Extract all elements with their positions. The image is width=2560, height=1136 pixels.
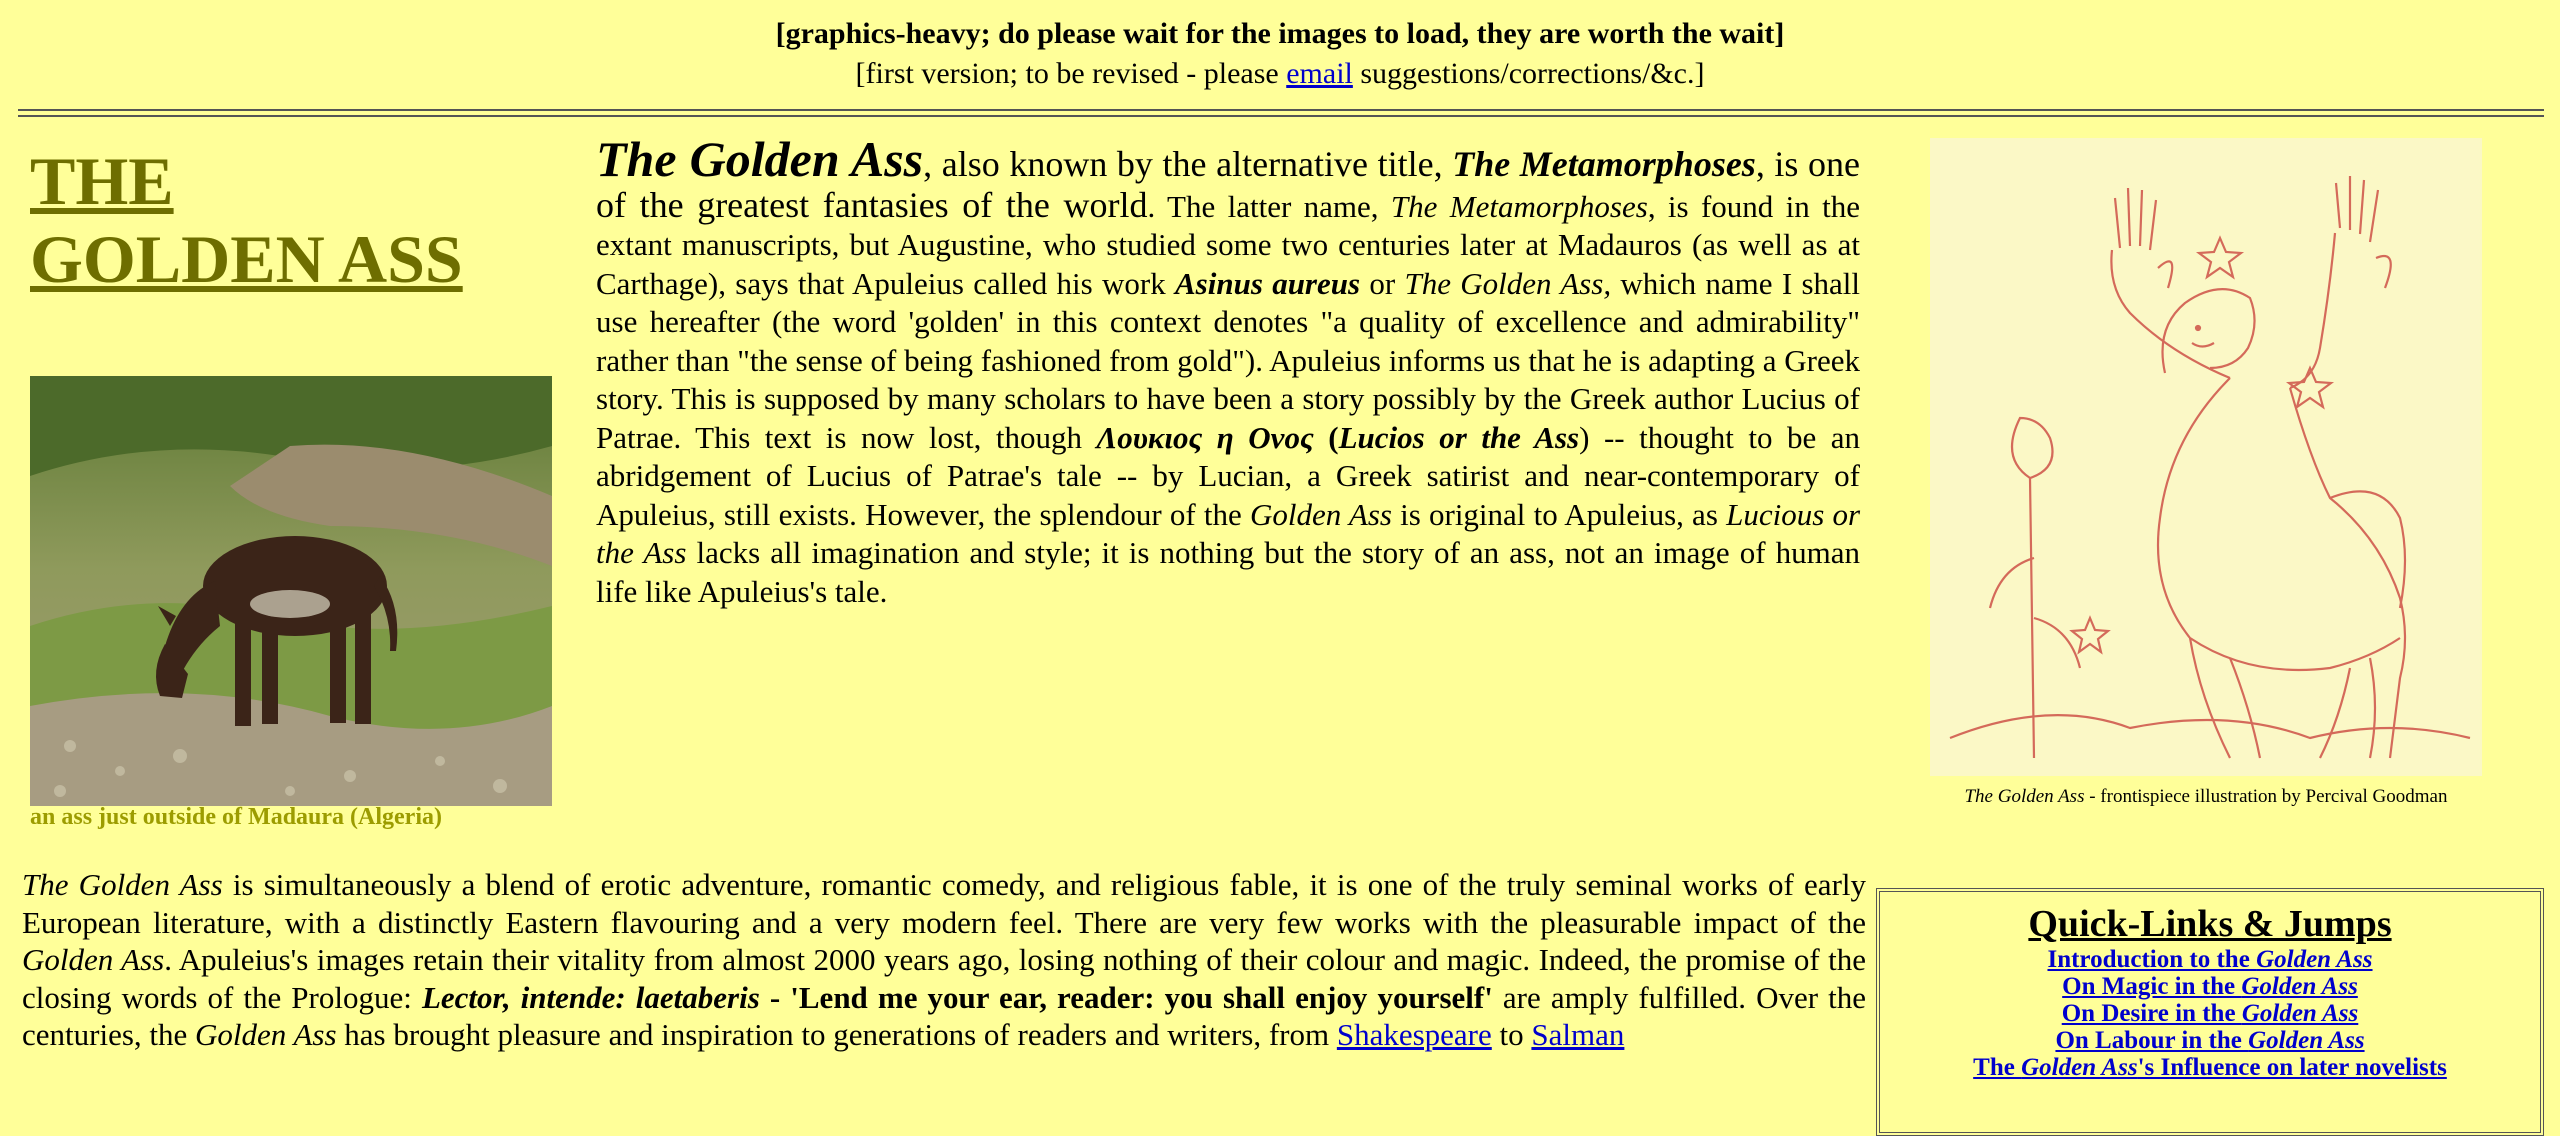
frontispiece-illustration [1930, 138, 2482, 776]
intro-latin-title: Asinus aureus [1175, 265, 1361, 301]
horizontal-rule [18, 109, 2544, 117]
intro-text: ) -- thought to be an abridgement of Lucius of Patrae's tale -- by Lucian, a Greek satirist and near-contemporary of Apuleius, still exists. However, the splendour of the [596, 419, 1860, 532]
intro-text: is original to Apuleius, as [1391, 496, 1727, 532]
quick-link-labour[interactable] [1880, 1027, 2540, 1054]
email-link[interactable]: email [1286, 57, 1353, 90]
body-italic: The Golden Ass [22, 867, 223, 902]
donkey-photo [30, 376, 552, 806]
intro-text: or [1360, 265, 1405, 301]
page-title-link[interactable] [30, 142, 463, 298]
frontispiece-caption-credit: - frontispiece illustration by Percival Goodman [2084, 786, 2448, 807]
photo-caption: an ass just outside of Madaura (Algeria) [30, 804, 442, 830]
title-line-1: THE [30, 143, 174, 219]
intro-paren: ( [1313, 419, 1339, 455]
quick-link-italic: Golden Ass [2241, 1000, 2359, 1027]
quick-link-italic: Golden Ass [2248, 1027, 2365, 1054]
title-line-2: GOLDEN ASS [30, 221, 463, 297]
quick-link-italic: Golden Ass [2021, 1054, 2138, 1081]
quick-link-text: The [1973, 1054, 2022, 1081]
intro-text: lacks all imagination and style; it is nothing but the story of an ass, not an image of human life like Apuleius's tale. [596, 535, 1860, 609]
intro-text: , also known by the alternative title, [923, 144, 1453, 184]
body-text: has brought pleasure and inspiration to generations of readers and writers, from [336, 1017, 1337, 1052]
top-notice [0, 14, 2560, 94]
quick-link-text-after: 's Influence on later novelists [2137, 1054, 2447, 1081]
body-text: are amply fulfilled. Over the centuries, the [22, 979, 1866, 1052]
intro-italic: Golden Ass [1250, 496, 1392, 532]
body-text: to [1491, 1017, 1532, 1052]
quick-link-text: On Magic in the [2062, 973, 2242, 1000]
body-latin-quote: Lector, intende: laetaberis [421, 979, 760, 1015]
body-italic: Golden Ass [22, 942, 165, 977]
body-translation: - 'Lend me your ear, reader: you shall enjoy yourself' [759, 979, 1493, 1015]
body-text: . Apuleius's images retain their vitality from almost 2000 years ago, losing nothing of their colour and magic. Indeed, the promise of the closing words of the Prologue: [22, 942, 1866, 1015]
quick-link-introduction[interactable] [1880, 946, 2540, 973]
body-text: is simultaneously a blend of erotic adventure, romantic comedy, and religious fable, it is one of the truly seminal works of early European literature, with a distinctly Eastern flavouring and a very modern feel. There are very few works with the pleasurable impact of the [22, 867, 1867, 940]
intro-italic: The Golden Ass, [1404, 265, 1612, 301]
shakespeare-link[interactable]: Shakespeare [1336, 1017, 1492, 1052]
quick-link-text: On Labour in the [2055, 1027, 2249, 1054]
body-italic: Golden Ass [195, 1017, 337, 1052]
body-paragraph [22, 866, 1866, 1054]
quick-link-desire[interactable] [1880, 1000, 2540, 1027]
intro-text: , is found in the extant manuscripts, but Augustine, who studied some two centuries later at Madauros (as well as at Carthage), says that Apuleius called his work [596, 188, 1860, 301]
intro-text: , is one of the greatest fantasies of the world [596, 144, 1860, 225]
quick-link-italic: Golden Ass [2256, 946, 2373, 973]
intro-text: which name I shall use hereafter (the word 'golden' in this context denotes "a quality of excellence and admirability" rather than "the sense of being fashioned from gold"). Apuleius informs us that he is adapting a Greek story. This is supposed by many scholars to have been a story possibly by the Greek author Lucius of Patrae. This text is now lost, though [596, 265, 1861, 455]
quick-link-magic[interactable] [1880, 973, 2540, 1000]
quick-links-box [1876, 888, 2544, 1136]
quick-link-text: On Desire in the [2061, 1000, 2242, 1027]
revision-notice [0, 54, 2560, 94]
quick-link-influence[interactable] [1880, 1054, 2540, 1081]
quick-link-italic: Golden Ass [2241, 973, 2358, 1000]
intro-alt-title: The Metamorphoses [1452, 144, 1756, 184]
quick-links-title: Quick-Links & Jumps [2028, 903, 2392, 945]
quick-link-text: Introduction to the [2047, 946, 2257, 973]
intro-title: The Golden Ass [596, 131, 924, 187]
intro-paragraph [596, 131, 1861, 611]
salman-link[interactable]: Salman [1531, 1017, 1625, 1052]
intro-text: . The latter name, [1147, 188, 1391, 224]
revision-notice-start: [first version; to be revised - please [855, 57, 1287, 90]
frontispiece-caption [1930, 786, 2482, 808]
intro-greek-title: Λουκιος η Ονος [1096, 419, 1314, 455]
intro-lucios-title: Lucios or the Ass [1338, 419, 1580, 455]
revision-notice-end: suggestions/corrections/&c.] [1352, 57, 1705, 90]
graphics-notice: [graphics-heavy; do please wait for the images to load, they are worth the wait] [775, 17, 1785, 50]
intro-italic: The Metamorphoses [1390, 188, 1648, 224]
frontispiece-caption-title: The Golden Ass [1964, 786, 2085, 807]
intro-italic: Lucious or the Ass [596, 496, 1861, 570]
